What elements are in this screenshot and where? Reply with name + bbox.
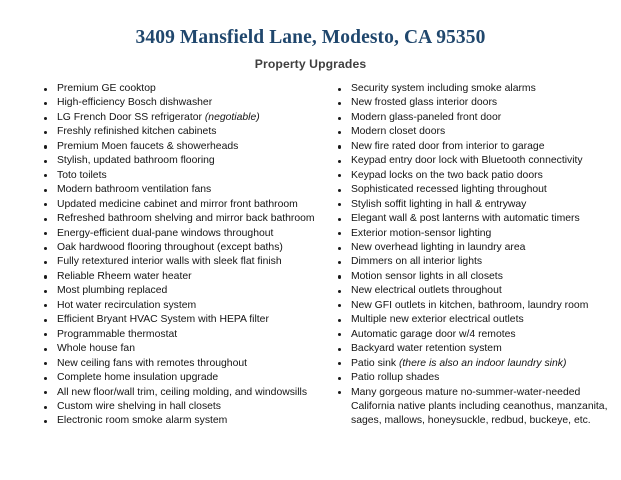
list-item [41,154,330,168]
list-item-label: Oak hardwood flooring throughout (except baths) [57,241,283,253]
list-item [335,284,621,298]
list-item-label: Freshly refinished kitchen cabinets [57,126,217,138]
list-item [41,227,330,241]
list-item [335,183,621,197]
list-item-label: Hot water recirculation system [57,299,197,311]
list-item [335,371,621,385]
list-item [41,313,330,327]
list-item-label: Keypad entry door lock with Bluetooth connectivity [351,155,583,167]
list-item-note: (there is also an indoor laundry sink) [398,357,567,369]
list-item-label: Patio rollup shades [351,372,440,384]
list-item [41,386,330,400]
list-item [41,212,330,226]
list-item-label: New electrical outlets throughout [351,285,502,297]
list-item [41,241,330,255]
list-item [41,400,330,414]
page-subtitle: Property Upgrades [254,57,367,72]
list-item-label: Patio sink [351,357,399,369]
list-item [41,82,330,96]
list-item-label: Sophisticated recessed lighting throughout [351,184,547,196]
list-item-label: Elegant wall & post lanterns with automatic timers [351,213,580,225]
list-item-label: Custom wire shelving in hall closets [57,400,222,412]
left-column [0,82,330,429]
list-item [335,227,621,241]
list-item-label: Modern closet doors [351,126,446,138]
list-item [41,125,330,139]
list-item-label: Exterior motion-sensor lighting [351,227,492,239]
list-item [41,183,330,197]
list-item [41,357,330,371]
list-item-label: Keypad locks on the two back patio doors [351,169,543,181]
list-item-label: Many gorgeous mature no-summer-water-needed California native plants including ceanothus, manzanita, sages, mallows, honeysuckle, redbud, buckeye, etc. [351,386,608,427]
list-item-label: Electronic room smoke alarm system [57,415,228,427]
list-item-label: Automatic garage door w/4 remotes [351,328,516,340]
list-item [335,140,621,154]
list-item-label: New fire rated door from interior to garage [351,140,545,152]
list-item-label: LG French Door SS refrigerator [57,111,205,123]
list-item-label: Most plumbing replaced [57,285,168,297]
list-item [335,212,621,226]
list-item-label: Reliable Rheem water heater [57,270,192,282]
list-item [41,198,330,212]
list-item [335,299,621,313]
list-item [41,342,330,356]
list-item-label: Fully retextured interior walls with sleek flat finish [57,256,282,268]
list-item [41,371,330,385]
list-item [41,169,330,183]
list-item-label: Multiple new exterior electrical outlets [351,314,524,326]
list-item-label: Toto toilets [57,169,107,181]
list-item-label: Dimmers on all interior lights [351,256,483,268]
list-item-label: Modern bathroom ventilation fans [57,184,212,196]
list-item [41,284,330,298]
list-item-label: Updated medicine cabinet and mirror front bathroom [57,198,298,210]
list-item [335,169,621,183]
list-item [335,96,621,110]
list-item [335,241,621,255]
list-item-label: Stylish, updated bathroom flooring [57,155,215,167]
list-item-label: Premium Moen faucets & showerheads [57,140,239,152]
list-item-label: Whole house fan [57,343,135,355]
upgrades-columns [0,82,621,429]
list-item-label: New frosted glass interior doors [351,97,498,109]
list-item [41,255,330,269]
right-column-list [335,82,621,429]
list-item [41,328,330,342]
list-item-label: High-efficiency Bosch dishwasher [57,97,213,109]
list-item-label: Energy-efficient dual-pane windows throughout [57,227,274,239]
list-item-label: Stylish soffit lighting in hall & entryway [351,198,527,210]
list-item [335,386,621,429]
list-item [41,299,330,313]
list-item-label: All new floor/wall trim, ceiling molding, and windowsills [57,386,308,398]
list-item-label: Security system including smoke alarms [351,83,536,94]
list-item-label: Motion sensor lights in all closets [351,270,503,282]
list-item-label: New GFI outlets in kitchen, bathroom, laundry room [351,299,589,311]
list-item [335,82,621,96]
list-item-label: Programmable thermostat [57,328,178,340]
list-item [335,125,621,139]
list-item [335,198,621,212]
list-item [335,154,621,168]
list-item [41,414,330,428]
list-item-label: Premium GE cooktop [57,83,156,94]
right-column [330,82,621,429]
list-item-label: Efficient Bryant HVAC System with HEPA filter [57,314,269,326]
list-item-label: Complete home insulation upgrade [57,372,219,384]
list-item [335,313,621,327]
list-item-label: Refreshed bathroom shelving and mirror back bathroom [57,213,315,225]
list-item-label: Modern glass-paneled front door [351,111,502,123]
list-item [335,357,621,371]
list-item [335,111,621,125]
list-item [41,270,330,284]
list-item [41,140,330,154]
list-item [335,270,621,284]
page-title: 3409 Mansfield Lane, Modesto, CA 95350 [135,27,486,48]
list-item [41,111,330,125]
list-item [335,255,621,269]
list-item [41,96,330,110]
list-item [335,328,621,342]
left-column-list [41,82,330,429]
list-item-label: Backyard water retention system [351,343,502,355]
list-item-label: New ceiling fans with remotes throughout [57,357,248,369]
list-item-note: (negotiable) [204,111,260,123]
list-item-label: New overhead lighting in laundry area [351,241,526,253]
list-item [335,342,621,356]
